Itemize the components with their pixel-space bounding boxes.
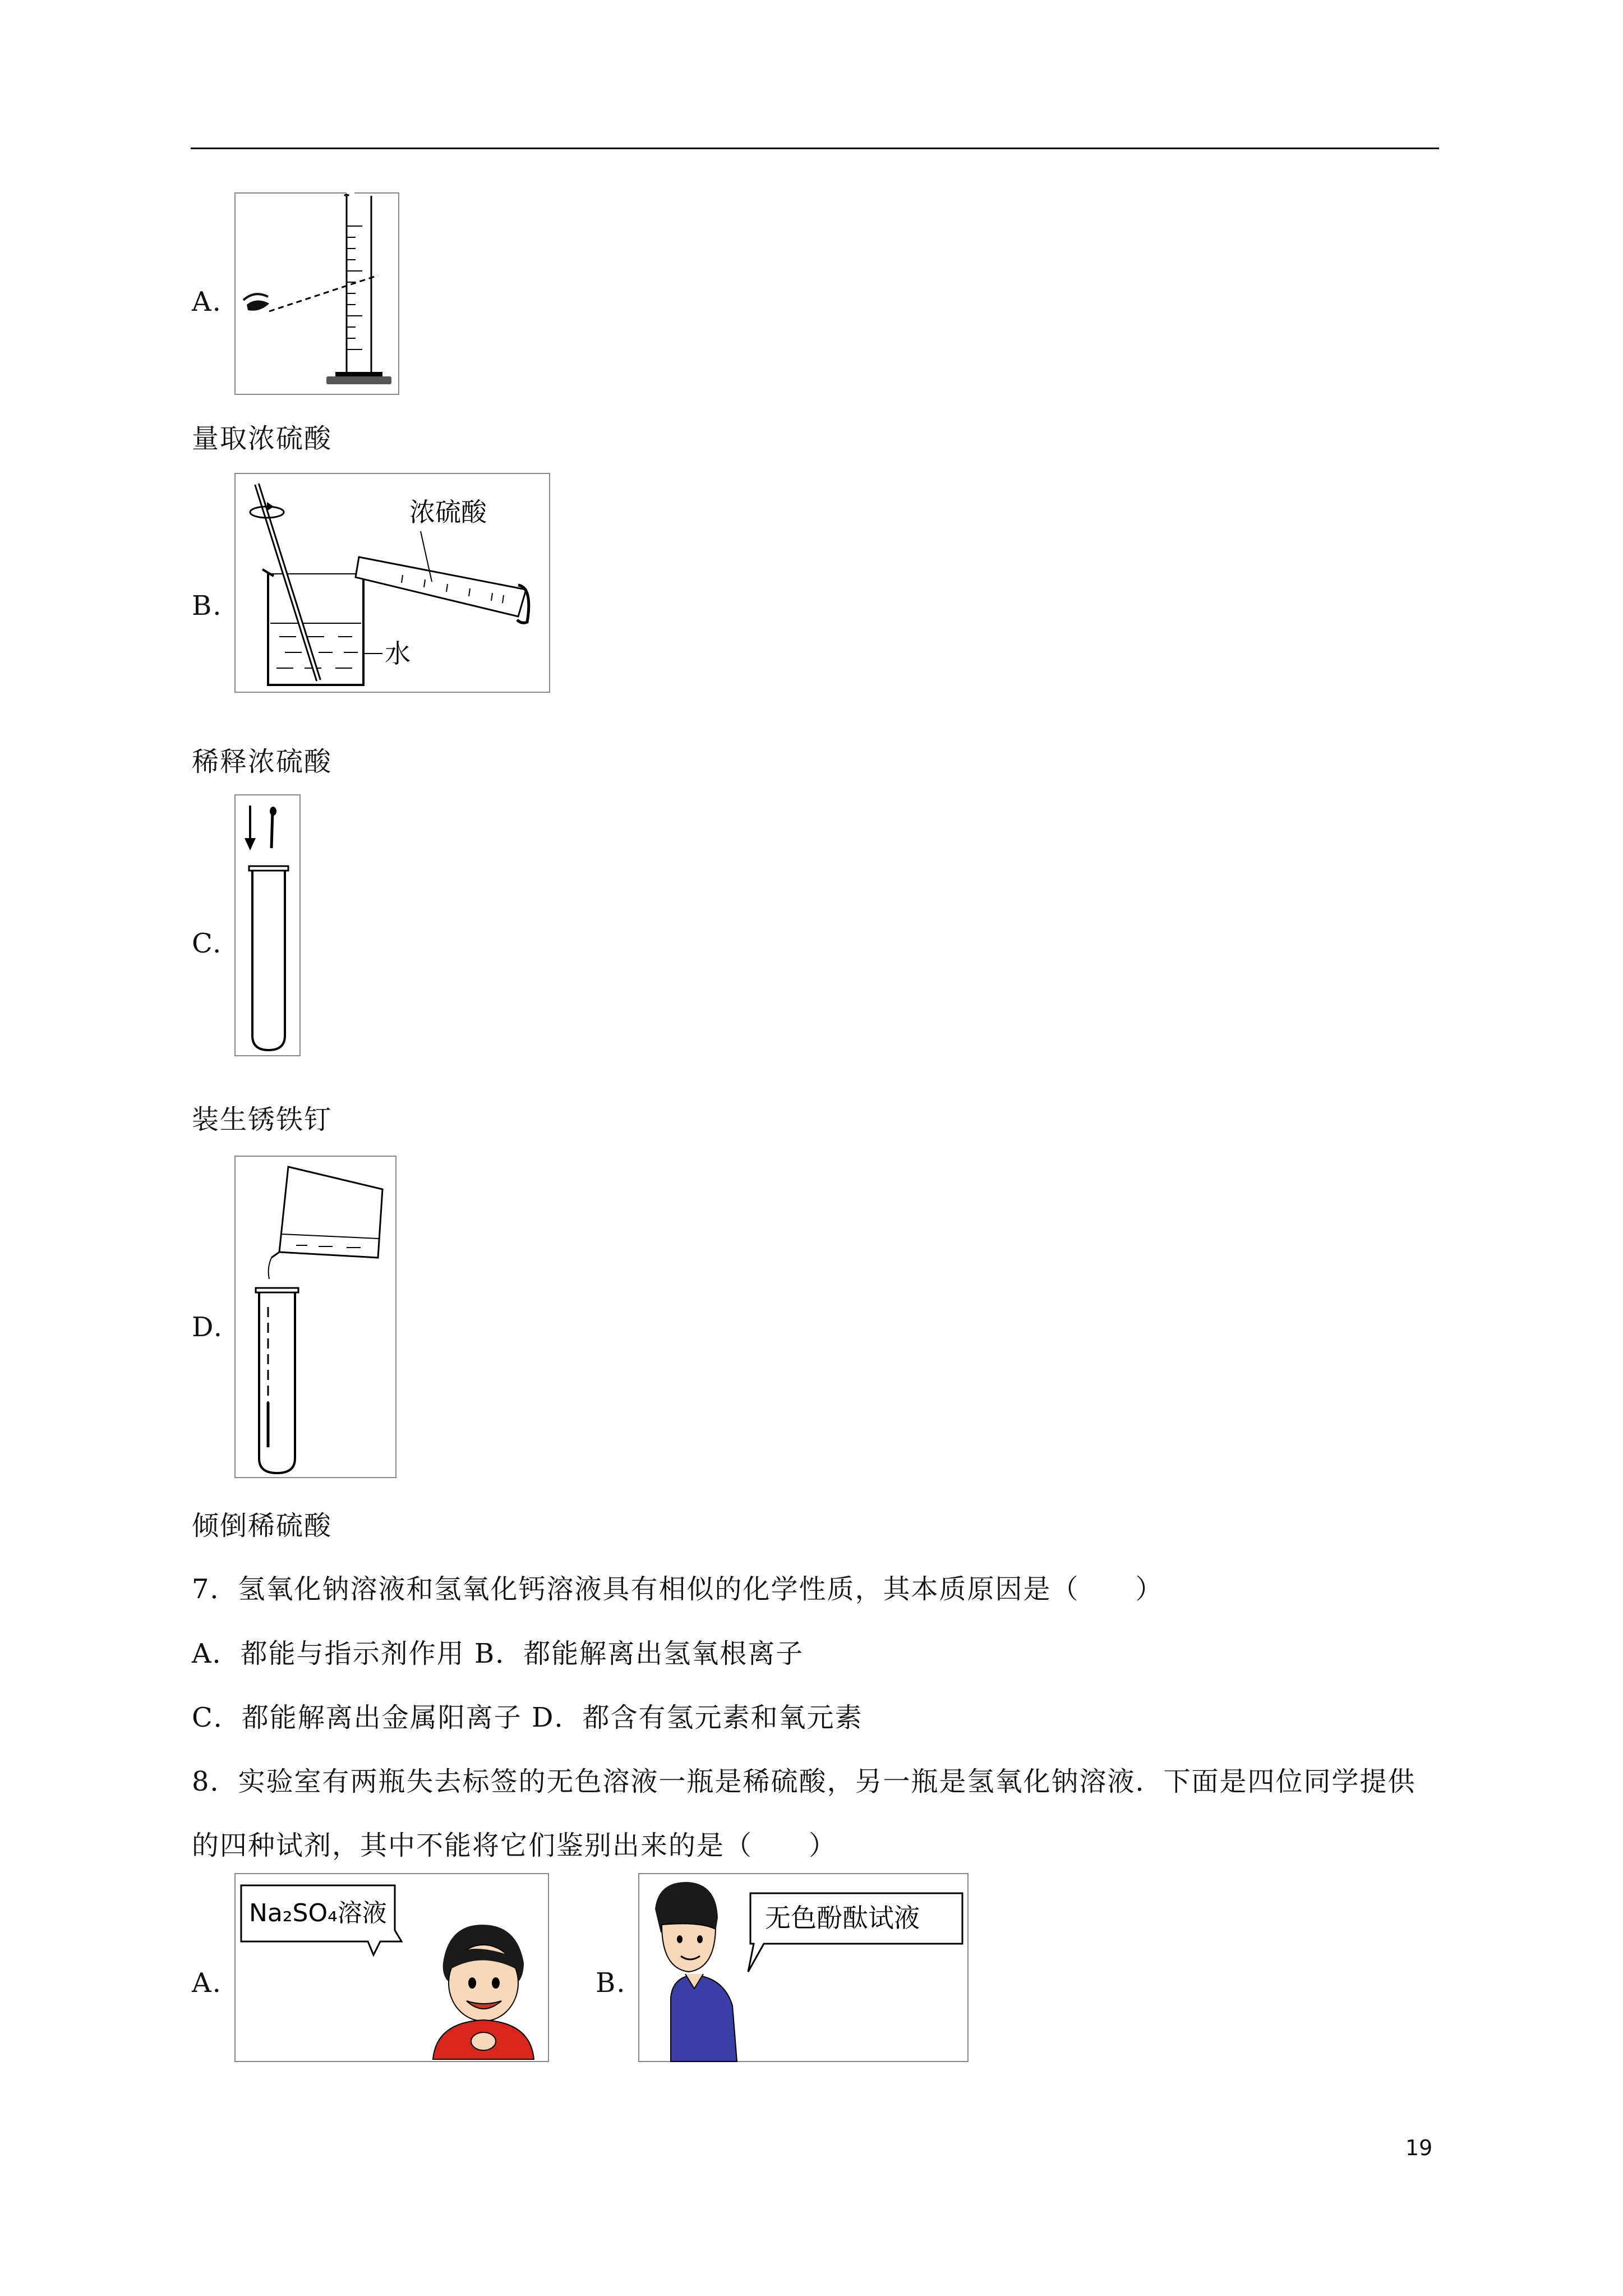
q8-option-b-letter: B. bbox=[596, 1967, 626, 1999]
measuring-cylinder-reading-image bbox=[234, 192, 399, 395]
q6-option-b-caption: 稀释浓硫酸 bbox=[192, 746, 333, 777]
q7-options-line-2: C．都能解离出金属阳离子 D．都含有氢元素和氧元素 bbox=[192, 1702, 863, 1733]
water-label: 水 bbox=[385, 638, 411, 669]
page-number: 19 bbox=[1405, 2136, 1433, 2160]
bubble-b-text: 无色酚酞试液 bbox=[765, 1903, 920, 1933]
q6-option-c-caption: 装生锈铁钉 bbox=[192, 1104, 333, 1135]
bubble-a-text: Na₂SO₄溶液 bbox=[249, 1899, 387, 1927]
student-boy-image bbox=[234, 1873, 549, 2062]
q7-options-line-1: A．都能与指示剂作用 B．都能解离出氢氧根离子 bbox=[192, 1638, 804, 1669]
q6-option-a-figure bbox=[234, 192, 399, 395]
q6-option-a-letter: A. bbox=[192, 286, 222, 318]
q8-option-a-letter: A. bbox=[192, 1967, 222, 1999]
q6-option-b-figure bbox=[234, 473, 550, 693]
test-tube-nail-image bbox=[234, 794, 301, 1056]
q6-option-c-figure bbox=[234, 794, 301, 1056]
q8-option-a-figure bbox=[234, 1873, 549, 2062]
pour-acid-image bbox=[234, 1156, 396, 1478]
q6-option-d-letter: D. bbox=[192, 1312, 224, 1343]
dilute-acid-image bbox=[234, 473, 550, 693]
q8-option-b-figure bbox=[638, 1873, 969, 2062]
q8-stem-line-2: 的四种试剂，其中不能将它们鉴别出来的是（ ） bbox=[192, 1830, 837, 1861]
q7-stem: 7．氢氧化钠溶液和氢氧化钙溶液具有相似的化学性质，其本质原因是（ ） bbox=[192, 1573, 1164, 1605]
q8-stem-line-1: 8．实验室有两瓶失去标签的无色溶液一瓶是稀硫酸，另一瓶是氢氧化钠溶液．下面是四位同学提供 bbox=[192, 1766, 1416, 1797]
concentrated-acid-label: 浓硫酸 bbox=[409, 497, 487, 527]
student-man-image bbox=[638, 1873, 969, 2062]
header-rule bbox=[191, 148, 1439, 149]
q6-option-b-letter: B. bbox=[192, 590, 223, 622]
q6-option-a-caption: 量取浓硫酸 bbox=[192, 423, 333, 454]
q6-option-d-figure bbox=[234, 1156, 396, 1478]
q6-option-c-letter: C. bbox=[192, 928, 223, 959]
q6-option-d-caption: 倾倒稀硫酸 bbox=[192, 1510, 333, 1542]
